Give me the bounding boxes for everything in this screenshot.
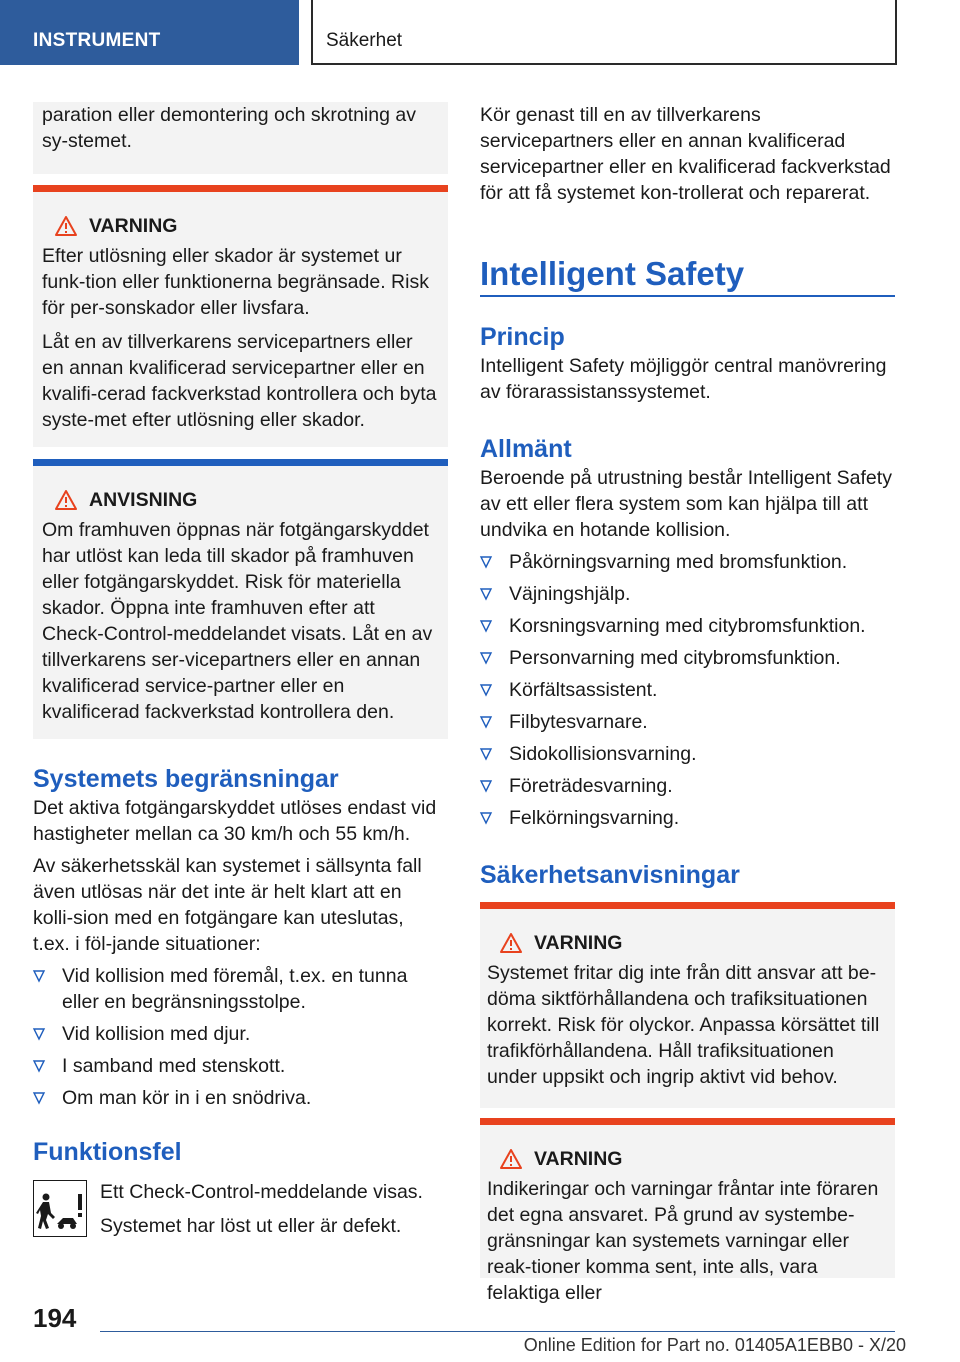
header-section-label: INSTRUMENT <box>33 30 161 51</box>
list-triangle-icon <box>480 716 492 728</box>
general-text: Beroende på utrustning består Intelligent Safety av ett eller flera system som kan hjälpa till att undvika en hotande kollision. <box>480 467 892 541</box>
list-item <box>480 645 895 671</box>
list-item-text: Sidokollisionsvarning. <box>509 743 697 765</box>
principle-section <box>480 321 895 411</box>
limits-text-1: Det aktiva fotgängarskyddet utlöses endast vid hastigheter mellan ca 30 km/h och 55 km/h. <box>33 797 437 845</box>
warning-triangle-icon <box>500 933 522 953</box>
heading-rule <box>480 295 895 297</box>
warning-triangle-icon <box>500 1149 522 1169</box>
warning-title: VARNING <box>89 215 178 237</box>
pedestrian-warning-icon <box>33 1180 87 1237</box>
list-item <box>480 613 895 639</box>
list-item-text: Väjningshjälp. <box>509 583 631 605</box>
list-item-text: Vid kollision med djur. <box>62 1023 251 1045</box>
list-triangle-icon <box>33 1092 45 1104</box>
list-triangle-icon <box>480 620 492 632</box>
limits-section <box>33 763 443 1117</box>
list-triangle-icon <box>33 970 45 982</box>
list-item-text: Filbytesvarnare. <box>509 711 648 733</box>
notice-bar <box>33 459 448 466</box>
warning-header <box>487 1146 886 1172</box>
list-item <box>480 773 895 799</box>
warning-title: VARNING <box>534 932 623 954</box>
continued-note-box <box>33 102 448 174</box>
list-item-text: Korsningsvarning med citybromsfunktion. <box>509 615 866 637</box>
limits-text-2: Av säkerhetsskäl kan systemet i sällsynta fall även utlösas när det inte är helt klart att en kolli-sion med en fotgängare kan uteslutas, t.ex. i föl-jande situationer: <box>33 855 422 955</box>
footer-edition: Online Edition for Part no. 01405A1EBB0 - X/20 <box>523 1335 906 1355</box>
continued-note-text: paration eller demontering och skrotning av sy-stemet. <box>42 104 416 152</box>
list-item <box>480 741 895 767</box>
list-triangle-icon <box>480 748 492 760</box>
intro-paragraph <box>480 102 895 206</box>
list-triangle-icon <box>480 780 492 792</box>
list-item <box>480 581 895 607</box>
list-triangle-icon <box>480 652 492 664</box>
footer-rule <box>100 1331 895 1332</box>
principle-text: Intelligent Safety möjliggör central manövrering av förarassistanssystemet. <box>480 355 887 403</box>
warning-header <box>487 930 886 956</box>
notice-box <box>33 459 448 739</box>
list-item-text: Felkörningsvarning. <box>509 807 680 829</box>
general-section <box>480 433 895 837</box>
warning-triangle-icon <box>55 490 77 510</box>
list-triangle-icon <box>33 1028 45 1040</box>
warning-text-1: Efter utlösning eller skador är systemet ur funk-tion eller funktionerna begränsade. Risk för per-sonskador eller livsfara. <box>42 245 429 319</box>
list-item-text: Personvarning med citybromsfunktion. <box>509 647 841 669</box>
systems-list <box>480 549 895 831</box>
warning-box-1 <box>33 185 448 447</box>
warning-bar <box>33 185 448 192</box>
header-title: Säkerhet <box>326 30 403 51</box>
list-item-text: Påkörningsvarning med bromsfunktion. <box>509 551 848 573</box>
warning-triangle-icon <box>55 216 77 236</box>
warning-text-2: Låt en av tillverkarens servicepartners eller en annan kvalificerad servicepartner eller en kvalifi-cerad fackverkstad kontrollera och byta syste-met efter utlösning eller skador. <box>42 331 437 431</box>
warning-box-3 <box>480 1118 895 1304</box>
list-item-text: Om man kör in i en snödriva. <box>62 1087 312 1109</box>
notice-header <box>42 487 439 513</box>
warning-text: Indikeringar och varningar fråntar inte föraren det egna ansvaret. På grund av systembe-gränsningar kan systemets varningar eller reak-tioner komma sent, inte alls, vara felaktiga eller <box>487 1178 879 1304</box>
list-item <box>480 805 895 831</box>
list-item <box>33 1021 443 1047</box>
list-triangle-icon <box>480 812 492 824</box>
header-section-tab <box>0 0 299 65</box>
principle-heading: Princip <box>480 323 565 351</box>
list-item-text: Vid kollision med föremål, t.ex. en tunna eller en begränsningsstolpe. <box>62 965 408 1013</box>
warning-bar <box>480 1118 895 1125</box>
list-item-text: Företrädesvarning. <box>509 775 673 797</box>
warning-title: VARNING <box>534 1148 623 1170</box>
warning-box-2 <box>480 902 895 1108</box>
fault-text-2: Systemet har löst ut eller är defekt. <box>100 1215 402 1237</box>
list-item <box>480 549 895 575</box>
notice-text: Om framhuven öppnas när fotgängarskyddet har utlöst kan leda till skador på framhuven eller fotgängarskyddet. Risk för materiella skador. Öppna inte framhuven efter att Check-Control-meddelandet visats. Låt en av tillverkarens ser-vicepartners eller en annan kvalificerad service-partner eller en kvalificerad fackverkstad kontrollera den. <box>42 519 433 723</box>
fault-text-1: Ett Check-Control-meddelande visas. <box>100 1181 423 1203</box>
fault-section <box>33 1136 443 1239</box>
list-triangle-icon <box>33 1060 45 1072</box>
page-number: 194 <box>33 1303 77 1333</box>
safety-heading: Säkerhetsanvisningar <box>480 861 740 889</box>
warning-text: Systemet fritar dig inte från ditt ansvar att be-döma siktförhållandena och trafiksituationen korrekt. Risk för olyckor. Anpassa körsättet till trafikförhållandena. Håll trafiksituationen under uppsikt och ingrip aktivt vid behov. <box>487 962 880 1088</box>
list-item-text: Körfältsassistent. <box>509 679 658 701</box>
list-item <box>33 963 443 1015</box>
list-item <box>33 1085 443 1111</box>
limits-list <box>33 963 443 1111</box>
list-triangle-icon <box>480 556 492 568</box>
fault-heading: Funktionsfel <box>33 1138 182 1166</box>
warning-bar <box>480 902 895 909</box>
list-triangle-icon <box>480 684 492 696</box>
list-item <box>33 1053 443 1079</box>
list-triangle-icon <box>480 588 492 600</box>
main-heading: Intelligent Safety <box>480 255 745 292</box>
list-item-text: I samband med stenskott. <box>62 1055 286 1077</box>
list-item <box>480 709 895 735</box>
notice-title: ANVISNING <box>89 489 198 511</box>
warning-header <box>42 213 439 239</box>
header-title-box <box>311 0 897 65</box>
list-item <box>480 677 895 703</box>
limits-heading: Systemets begränsningar <box>33 765 339 793</box>
general-heading: Allmänt <box>480 435 572 463</box>
intro-text: Kör genast till en av tillverkarens servicepartners eller en annan kvalificerad servicepartner eller en kvalificerad fackverkstad för att få systemet kon-trollerat och reparerat. <box>480 104 891 204</box>
